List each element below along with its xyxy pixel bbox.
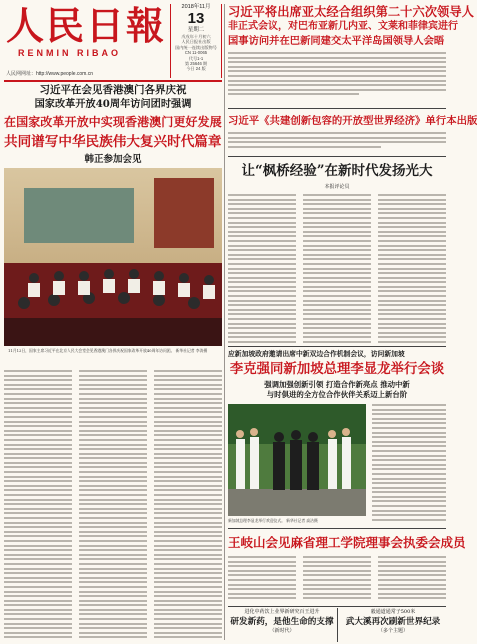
top-story: [228, 4, 474, 49]
top-headline-1[interactable]: 习近平将出席亚太经合组织第二十六次领导人: [228, 4, 474, 19]
wang-body-col-2: [303, 556, 371, 604]
lead-caption-text: 11月12日，国家主席习近平在北京人民大会堂会见香港澳门各界庆祝国家改革开放40周年访问团。: [8, 348, 175, 353]
lead-headline-2[interactable]: 共同谱写中华民族伟大复兴时代篇章: [4, 134, 222, 150]
bottom-left-kicker: 进化中药饮上业界新研究百王进升: [244, 609, 320, 615]
wang-body-col-1: [228, 556, 296, 604]
issue-line: 国内统一连续出版物号: [175, 44, 217, 50]
singapore-kicker: 应新加坡政府邀请出席中新双边合作机制会议，访问新加坡: [228, 350, 405, 358]
lead-kicker-2: 国家改革开放40周年访问团时强调: [34, 98, 192, 110]
commentary-col-3: [378, 194, 446, 344]
bottom-left-teaser[interactable]: [228, 609, 336, 635]
date-lunar: 戊戌年十月初六: [181, 34, 211, 39]
top-story-body: [228, 52, 446, 104]
date-weekday: 星期二: [187, 27, 205, 33]
divider: [228, 606, 446, 607]
singapore-caption: [228, 518, 366, 523]
singapore-headline[interactable]: 李克强同新加坡总理李显龙举行会谈: [229, 361, 445, 377]
meeting-hall-image: [4, 168, 222, 346]
singapore-sub-1: 强调加强创新引领 打造合作新亮点 推动中新: [264, 380, 410, 389]
website-line: 人民网网址：http://www.people.com.cn: [6, 71, 93, 77]
wang-headline[interactable]: 王岐山会见麻省理工学院理事会执委会成员: [228, 535, 466, 550]
lead-caption: [8, 348, 218, 353]
lead-headline-1[interactable]: 在国家改革开放中实现香港澳门更好发展: [4, 115, 222, 129]
lead-body-col-1: [4, 370, 72, 640]
teaser-divider: [337, 608, 338, 642]
issue-line: 代号1-1: [188, 55, 204, 61]
masthead-rule: [4, 80, 222, 82]
wang-body-col-3: [378, 556, 446, 604]
bottom-right-tag: （多个主题）: [377, 628, 408, 634]
masthead-logo: [6, 4, 168, 64]
commentary-col-2: [303, 194, 371, 344]
second-story-body: [228, 132, 446, 154]
date-block: [170, 4, 222, 78]
bottom-right-teaser[interactable]: [340, 609, 446, 635]
lead-body-col-2: [79, 370, 147, 640]
lead-photo-credit: 新华社记者 李涛摄: [175, 348, 208, 353]
divider: [228, 346, 446, 347]
second-headline[interactable]: 习近平《共建创新包容的开放型世界经济》单行本出版: [228, 115, 477, 127]
divider: [228, 108, 446, 109]
lead-body-col-3: [154, 370, 222, 640]
issue-line: 第 25646 期: [184, 61, 208, 67]
commentary-byline: 本报评论员: [324, 184, 350, 190]
singapore-body: [372, 404, 446, 524]
singapore-photo: [228, 404, 366, 516]
lead-subline: 韩正参加会见: [84, 154, 142, 165]
lead-kicker: 习近平在会见香港澳门各界庆祝: [39, 84, 187, 96]
bottom-right-kicker: 毅通道通常子500米: [370, 609, 416, 615]
masthead-title: 人民日報: [6, 3, 167, 48]
bottom-left-tag: （新时代）: [269, 628, 295, 634]
divider: [228, 528, 446, 529]
honor-guard-image: [228, 404, 366, 516]
singapore-sub-2: 与时俱进的全方位合作伙伴关系迈上新台阶: [266, 390, 408, 399]
issue-line: 今日 24 版: [186, 66, 206, 72]
date-day: 13: [187, 10, 205, 27]
date-year-month: 2018年11月: [181, 4, 211, 10]
commentary-headline[interactable]: 让“枫桥经验”在新时代发扬光大: [241, 163, 433, 179]
top-headline-3[interactable]: 国事访问并在巴新同建交太平洋岛国领导人会晤: [228, 35, 445, 47]
masthead-pinyin: RENMIN RIBAO: [18, 48, 121, 58]
divider: [228, 156, 446, 157]
issue-line: CN 11-0065: [184, 50, 208, 56]
lead-photo: [4, 168, 222, 346]
singapore-photo-credit: 新华社记者 高洁摄: [286, 518, 318, 523]
commentary-col-1: [228, 194, 296, 344]
column-separator: [224, 4, 225, 640]
bottom-left-headline[interactable]: 研发新药，是他生命的支撑: [230, 617, 334, 627]
bottom-right-headline[interactable]: 武大溪再次刷新世界纪录: [345, 617, 441, 627]
publisher: 人民日报社出版: [181, 39, 211, 45]
top-headline-2[interactable]: 非正式会议，对巴布亚新几内亚、文莱和菲律宾进行: [228, 21, 458, 32]
singapore-caption-text: 新加坡总理李显龙举行欢迎仪式。: [228, 518, 285, 523]
